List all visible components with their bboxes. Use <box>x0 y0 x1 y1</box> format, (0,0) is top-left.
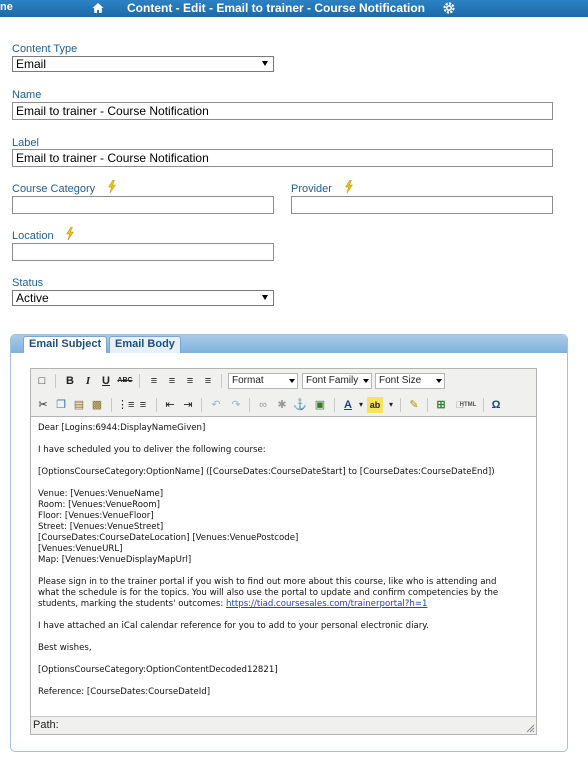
chevron-down-icon <box>262 61 268 66</box>
location-label: Location <box>12 230 54 242</box>
font-size-select-label: Font Size <box>379 375 422 386</box>
lightning-icon[interactable] <box>344 180 354 193</box>
editor-line: [CourseDates:CourseDateLocation] [Venues:VenuePostcode] <box>38 533 299 543</box>
home-icon[interactable] <box>91 1 105 15</box>
link-icon[interactable]: ∞ <box>259 399 267 411</box>
status-select[interactable] <box>12 290 274 306</box>
label-field[interactable]: Email to trainer - Course Notification <box>12 149 553 167</box>
content-type-select[interactable] <box>12 56 274 72</box>
chevron-down-icon <box>436 379 442 383</box>
tab-email-subject[interactable]: Email Subject <box>23 336 107 353</box>
name-field[interactable]: Email to trainer - Course Notification <box>12 102 553 120</box>
course-category-label: Course Category <box>12 183 96 195</box>
editor-line: Room: [Venues:VenueRoom] <box>38 500 161 510</box>
unlink-icon[interactable]: ✱ <box>277 399 287 411</box>
outdent-icon[interactable]: ⇤ <box>165 399 175 411</box>
provider-field[interactable] <box>291 196 553 214</box>
copy-icon[interactable]: ❐ <box>56 399 66 411</box>
editor-line: Reference: [CourseDates:CourseDateId] <box>38 687 211 697</box>
paste-from-word-icon[interactable]: ▩ <box>91 399 103 411</box>
insert-template-icon[interactable]: ⊞ <box>436 399 446 411</box>
editor-path-bar <box>31 716 536 734</box>
editor-line: [OptionsCourseCategory:OptionName] ([CourseDates:CourseDateStart] to [CourseDates:CourseDateEnd]) <box>38 467 495 477</box>
text-color-icon[interactable]: A <box>344 399 352 411</box>
underline-icon[interactable]: U <box>102 375 110 387</box>
resize-grip-icon[interactable] <box>526 724 535 733</box>
editor-line: [OptionsCourseCategory:OptionContentDecoded12821] <box>38 665 278 675</box>
page-title: Content - Edit - Email to trainer - Course Notification <box>127 1 426 15</box>
gear-icon[interactable] <box>442 1 456 15</box>
editor-line: Map: [Venues:VenueDisplayMapUrl] <box>38 555 192 565</box>
bulleted-list-icon[interactable]: ⋮≡ <box>117 399 135 411</box>
provider-label: Provider <box>291 183 332 195</box>
path-label: Path: <box>33 719 59 731</box>
location-field[interactable] <box>12 243 274 261</box>
editor-line: what the schedule is for the topics. You will also use the portal to update and confirm competencies by the <box>38 588 499 598</box>
indent-icon[interactable]: ⇥ <box>183 399 193 411</box>
trainer-portal-link[interactable]: https://tiad.coursesales.com/trainerportal?h=1 <box>226 599 428 609</box>
format-select[interactable] <box>228 373 298 389</box>
editor-line: I have scheduled you to deliver the following course: <box>38 445 266 455</box>
editor-toolbar-row-2 <box>31 393 536 417</box>
editor-line: Floor: [Venues:VenueFloor] <box>38 511 154 521</box>
new-document-icon[interactable]: □ <box>38 375 46 387</box>
highlight-color-icon[interactable]: ab <box>367 397 383 413</box>
editor-line: Please sign in to the trainer portal if you wish to find out more about this course, like who is attending and <box>38 577 497 587</box>
text-color-dropdown-icon[interactable]: ▾ <box>358 400 363 409</box>
insert-template-disabled-icon[interactable]: □ <box>456 399 464 411</box>
editor-line: Best wishes, <box>38 643 92 653</box>
cleanup-brush-icon[interactable]: ✎ <box>409 399 419 411</box>
name-label: Name <box>12 89 42 101</box>
label-field-label: Label <box>12 137 39 149</box>
chevron-down-icon <box>262 295 268 300</box>
anchor-icon[interactable]: ⚓ <box>293 399 307 411</box>
chevron-down-icon <box>289 379 295 383</box>
rich-text-editor <box>30 368 537 735</box>
redo-icon[interactable]: ↷ <box>231 399 241 411</box>
editor-content[interactable] <box>31 417 536 716</box>
chevron-down-icon <box>363 379 369 383</box>
editor-line: [Venues:VenueURL] <box>38 544 123 554</box>
lightning-icon[interactable] <box>65 227 75 240</box>
paste-icon[interactable]: ▤ <box>73 399 85 411</box>
align-center-icon[interactable]: ≡ <box>168 375 176 387</box>
omega-special-char-icon[interactable]: Ω <box>491 399 501 411</box>
bold-icon[interactable]: B <box>66 375 74 387</box>
course-category-field[interactable] <box>12 196 274 214</box>
lightning-icon[interactable] <box>107 180 117 193</box>
highlight-dropdown-icon[interactable]: ▾ <box>388 400 393 409</box>
status-label: Status <box>12 277 44 289</box>
font-size-select[interactable] <box>375 373 445 389</box>
format-select-label: Format <box>232 375 264 386</box>
editor-line: I have attached an iCal calendar reference for you to add to your personal electronic diary. <box>38 621 429 631</box>
venue-block <box>38 489 529 566</box>
portal-paragraph <box>38 577 529 610</box>
html-source-icon[interactable]: HTML <box>459 402 477 408</box>
font-family-select-label: Font Family <box>306 375 359 386</box>
content-type-label: Content Type <box>12 43 78 55</box>
editor-line: Dear [Logins:6944:DisplayNameGiven] <box>38 423 206 433</box>
editor-toolbar-row-1 <box>31 369 536 393</box>
cut-icon[interactable]: ✂ <box>38 399 48 411</box>
status-value: Active <box>16 291 49 305</box>
font-family-select[interactable] <box>302 373 372 389</box>
undo-icon[interactable]: ↶ <box>211 399 221 411</box>
align-justify-icon[interactable]: ≡ <box>204 375 212 387</box>
editor-line: students, marking the students' outcomes: <box>38 599 224 609</box>
editor-line: Street: [Venues:VenueStreet] <box>38 522 164 532</box>
title-bar-edge-text: ne <box>0 1 13 13</box>
tab-strip <box>11 335 567 353</box>
content-type-value: Email <box>16 57 47 71</box>
image-icon[interactable]: ▣ <box>314 399 326 411</box>
align-left-icon[interactable]: ≡ <box>150 375 158 387</box>
title-bar <box>0 0 588 17</box>
tab-email-body[interactable]: Email Body <box>109 336 181 353</box>
strikethrough-icon[interactable]: ABC <box>117 377 133 384</box>
italic-icon[interactable]: I <box>85 375 91 387</box>
numbered-list-icon[interactable]: ≡ <box>139 399 147 411</box>
editor-line: Venue: [Venues:VenueName] <box>38 489 164 499</box>
align-right-icon[interactable]: ≡ <box>186 375 194 387</box>
